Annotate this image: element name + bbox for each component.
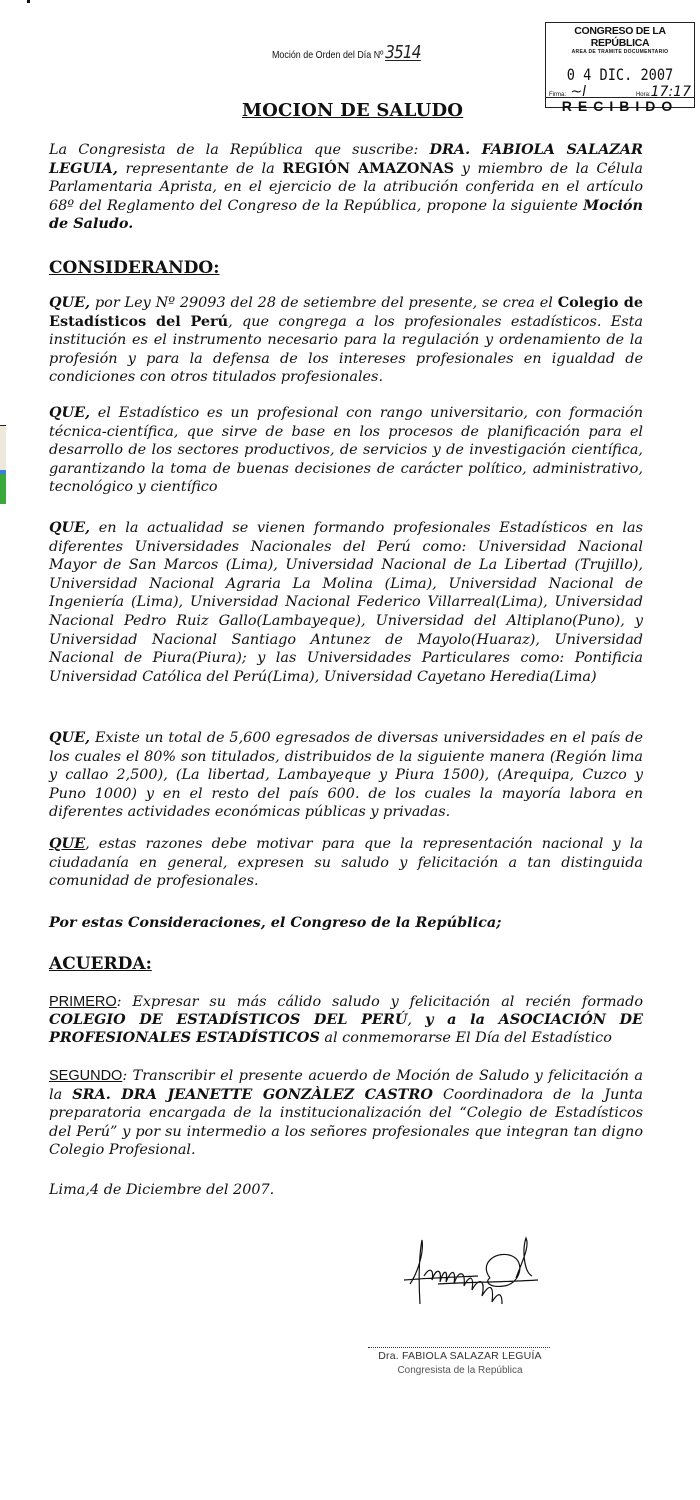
scan-edge-artifact <box>0 444 6 470</box>
intro-paragraph <box>49 141 643 234</box>
que-lead: QUE, <box>49 294 91 311</box>
stamp-status: RECIBIDO <box>546 97 694 114</box>
considerando-text: por Ley Nº 29093 del 28 de setiembre del presente, se crea el <box>90 295 558 311</box>
acuerdo-text: , <box>407 1012 426 1028</box>
acuerdo-item <box>49 1067 643 1160</box>
que-lead: QUE <box>49 835 86 852</box>
considerando-text: Existe un total de 5,600 egresados de diversas universidades en el país de los cuales el 80% son titulados, distribuidos de la siguiente manera (Región lima y callao 2,500), (La libertad, Lambayeque y Piura 1500), (Arequipa, Cuzco y Puno 1000) y en el resto del país 600. de los cuales la mayoría labora en diferentes actividades económicas públicas y privadas. <box>49 730 643 821</box>
considerando-text: , que congrega a los profesionales estadísticos. Esta institución es el instrumento necesario para la regulación y ordenamiento de la profesión y para la defensa de los intereses profesionales en igualdad de condiciones con otros titulados profesionales. <box>49 313 643 386</box>
acuerdo-text: : Expresar su más cálido saludo y felicitación al recién formado <box>116 994 643 1010</box>
considerando-text: el Estadístico es un profesional con rango universitario, con formación técnica-científica, que sirve de base en los procesos de planificación para el desarrollo de los sectores productivos, de servicios y de investigación científica, garantizando la toma de buenas decisiones de carácter político, administrativo, tecnológico y científico <box>49 405 643 496</box>
acuerdo-text: al conmemorarse El Día del Estadístico <box>319 1030 612 1046</box>
closing-consideration <box>49 914 643 933</box>
stamp-firma-scribble: ~l <box>566 84 587 100</box>
considerando-text: en la actualidad se vienen formando profesionales Estadísticos en las diferentes Universidades Nacionales del Perú como: Universidad Nacional Mayor de San Marcos (Lima), Universidad Nacional de La Libertad (Trujillo), Universidad Nacional Agraria La Molina (Lima), Universidad Nacional de Ingeniería (Lima), Universidad Nacional Federico Villarreal(Lima), Universidad Nacional Pedro Ruiz Gallo(Lambayeque), Universidad del Altiplano(Puno), y Universidad Nacional Santiago Antunez de Mayolo(Huaraz), Universidad Nacional de Piura(Piura); y las Universidades Particulares como: Pontificia Universidad Católica del Perú(Lima), Universidad Cayetano Heredia(Lima) <box>49 520 643 685</box>
stamp-institution: CONGRESO DE LA REPÚBLICA <box>574 25 666 49</box>
region-name: REGIÓN AMAZONAS <box>282 159 455 177</box>
signatory-role: Congresista de la República <box>397 1365 523 1376</box>
intro-text: La Congresista de la República que suscribe: <box>49 142 430 158</box>
acuerdo-item <box>49 993 643 1047</box>
motion-type: Moción de Saludo. <box>49 196 643 233</box>
document-title: MOCION DE SALUDO <box>242 100 464 121</box>
considerando-item <box>49 294 643 387</box>
intro-text: y miembro de la Célula Parlamentaria Aprista, en el ejercicio de la atribución conferida en el artículo 68º del Reglamento del Congreso de la República, propone la siguiente <box>49 160 643 214</box>
closing-consideration-text: Por estas Consideraciones, el Congreso de la República; <box>49 914 502 931</box>
coordinator-name: SRA. DRA JEANETTE GONZÀLEZ CASTRO <box>72 1085 433 1103</box>
considerando-item <box>49 835 643 891</box>
congresswoman-name: DRA. FABIOLA SALAZAR LEGUIA, <box>49 141 643 177</box>
order-number-handwritten: 3514 <box>385 42 421 63</box>
scan-edge-artifact <box>0 425 6 445</box>
stamp-hora-label: Hora: <box>635 92 651 98</box>
stamp-firma-label: Firma: <box>549 92 566 98</box>
stamp-department: AREA DE TRAMITE DOCUMENTARIO <box>571 49 669 55</box>
scan-edge-artifact <box>0 470 6 504</box>
stamp-date: 0 4 DIC. 2007 <box>566 65 674 84</box>
order-label: Moción de Orden del Día Nº <box>272 49 384 61</box>
scan-mark <box>27 0 30 3</box>
stamp-hora-value: 17:17 <box>650 84 691 100</box>
que-lead: QUE, <box>49 404 91 421</box>
que-lead: QUE, <box>49 729 91 746</box>
considerando-heading: CONSIDERANDO: <box>49 258 220 278</box>
acuerdo-text: : Transcribir el presente acuerdo de Moción de Saludo y felicitación a la <box>49 1068 643 1103</box>
signature-line <box>368 1347 550 1348</box>
considerando-item <box>49 729 643 822</box>
considerando-text: , estas razones debe motivar para que la representación nacional y la ciudadanía en general, expresen su saludo y felicitación a tan distinguida comunidad de profesionales. <box>49 836 643 890</box>
acuerda-heading: ACUERDA: <box>49 954 152 974</box>
acuerdo-text: Coordinadora de la Junta preparatoria encargada de la institucionalización del “Colegio de Estadísticos del Perú” y por su intermedio a los señores profesionales que integran tan digno Colegio Profesional. <box>49 1086 643 1159</box>
acuerdo-label: PRIMERO <box>49 994 117 1010</box>
order-number-line <box>272 42 421 63</box>
asociacion-name: y a la ASOCIACIÓN DE PROFESIONALES ESTADÍSTICOS <box>49 1011 643 1046</box>
acuerdo-label: SEGUNDO <box>49 1068 123 1084</box>
considerando-item <box>49 404 643 497</box>
colegio-name: COLEGIO DE ESTADÍSTICOS DEL PERÚ <box>49 1011 408 1028</box>
considerando-item <box>49 519 643 686</box>
place-date: Lima,4 de Diciembre del 2007. <box>49 1182 275 1198</box>
intro-text: representante de la <box>117 160 283 177</box>
reception-stamp <box>545 22 695 114</box>
colegio-name: Colegio de Estadísticos del Perú <box>49 294 644 330</box>
handwritten-signature <box>398 1232 548 1312</box>
signatory-name: Dra. FABIOLA SALAZAR LEGUÍA <box>378 1350 542 1362</box>
que-lead: QUE, <box>49 519 91 536</box>
